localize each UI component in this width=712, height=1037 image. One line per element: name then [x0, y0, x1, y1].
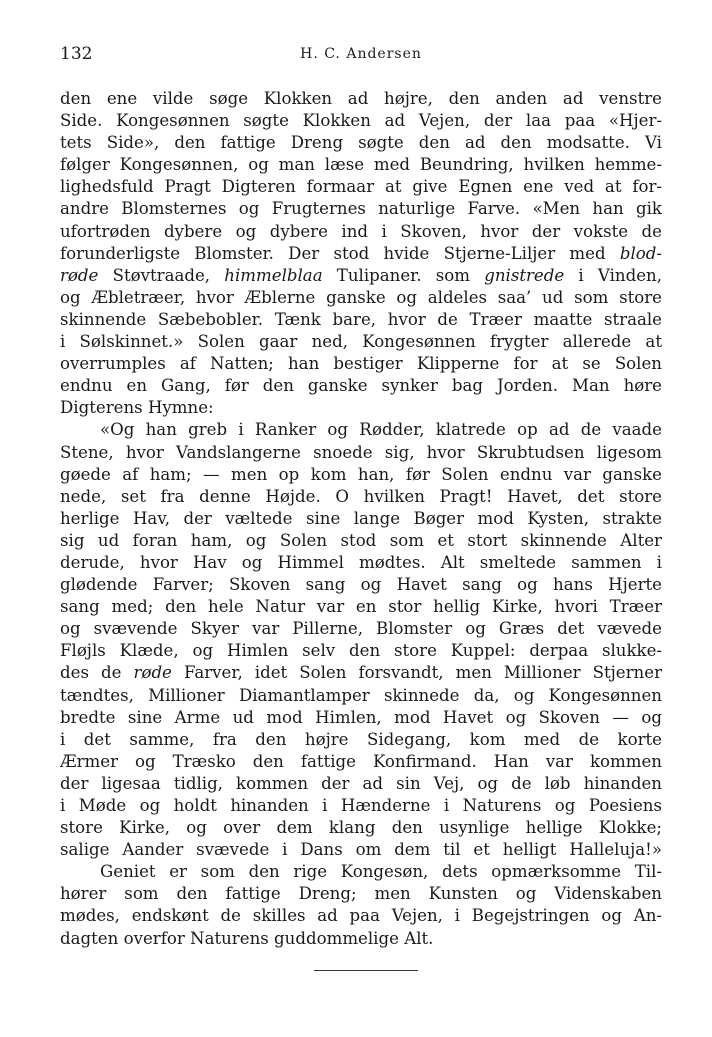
text-line: dagten overfor Naturens guddommelige Alt.: [60, 928, 434, 948]
text-line: sang med; den hele Natur var en stor hellig Kirke, hvori Træer: [60, 597, 662, 617]
text-line: tændtes, Millioner Diamantlamper skinnede da, og Kongesønnen: [60, 685, 662, 705]
text-line: den ene vilde søge Klokken ad højre, den anden ad venstre: [60, 89, 662, 108]
text-line: glødende Farver; Skoven sang og Havet sang og hans Hjerte: [60, 575, 662, 595]
text-line: nede, set fra denne Højde. O hvilken Pragt! Havet, det store: [60, 486, 662, 506]
text-line: derude, hvor Hav og Himmel mødtes. Alt smeltede sammen i: [60, 552, 662, 572]
text-line: salige Aander svævede i Dans om dem til et helligt Halleluja!»: [60, 840, 662, 860]
body-text: [60, 88, 662, 950]
text-line: Ærmer og Træsko den fattige Konfirmand. Han var kommen: [60, 751, 662, 771]
text-line: Fløjls Klæde, og Himlen selv den store Kuppel: derpaa slukke-: [60, 641, 662, 661]
text-line: gøede af ham; — men op kom han, før Solen endnu var ganske: [60, 464, 662, 484]
text-line: overrumples af Natten; han bestiger Klipperne for at se Solen: [60, 354, 662, 374]
text-line: i Møde og holdt hinanden i Hænderne i Naturens og Poesiens: [60, 796, 662, 815]
text-line: Digterens Hymne:: [60, 398, 214, 418]
text-line: røde Støvtraade, himmelblaa Tulipaner. som gnistrede i Vinden,: [60, 265, 662, 285]
text-line: i det samme, fra den højre Sidegang, kom med de korte: [60, 729, 662, 749]
text-line: følger Kongesønnen, og man læse med Beundring, hvilken hemme-: [60, 155, 662, 175]
book-page: [60, 38, 662, 950]
page-header: [60, 38, 662, 64]
text-line: og svævende Skyer var Pillerne, Blomster og Græs det vævede: [60, 619, 662, 639]
text-line: bredte sine Arme ud mod Himlen, mod Havet og Skoven — og: [60, 707, 662, 727]
text-line: Side. Kongesønnen søgte Klokken ad Vejen, der laa paa «Hjer-: [60, 111, 662, 131]
text-line: der ligesaa tidlig, kommen der ad sin Vej, og de løb hinanden: [60, 773, 662, 793]
text-line: i Sølskinnet.» Solen gaar ned, Kongesønnen frygter allerede at: [60, 332, 662, 352]
text-line: sig ud foran ham, og Solen stod som et stort skinnende Alter: [60, 530, 662, 550]
text-line: andre Blomsternes og Frugternes naturlige Farve. «Men han gik: [60, 199, 662, 219]
text-line: Geniet er som den rige Kongesøn, dets opmærksomme Til-: [100, 862, 662, 882]
text-line: endnu en Gang, før den ganske synker bag Jorden. Man høre: [60, 376, 662, 396]
page-number: 132: [60, 44, 93, 64]
text-line: lighedsfuld Pragt Digteren formaar at give Egnen ene ved at for-: [60, 177, 662, 197]
text-line: Stene, hvor Vandslangerne snoede sig, hvor Skrubtudsen ligesom: [60, 442, 662, 462]
text-line: «Og han greb i Ranker og Rødder, klatrede op ad de vaade: [100, 420, 662, 440]
text-line: tets Side», den fattige Dreng søgte den ad den modsatte. Vi: [60, 133, 662, 153]
text-line: hører som den fattige Dreng; men Kunsten og Videnskaben: [60, 884, 662, 904]
text-line: des de røde Farver, idet Solen forsvandt, men Millioner Stjerner: [60, 663, 662, 683]
text-line: ufortrøden dybere og dybere ind i Skoven, hvor der vokste de: [60, 221, 662, 241]
text-line: forunderligste Blomster. Der stod hvide Stjerne-Liljer med blod-: [60, 243, 662, 263]
text-line: skinnende Sæbebobler. Tænk bare, hvor de Træer maatte straale: [60, 309, 662, 329]
section-divider: [314, 970, 418, 971]
text-line: store Kirke, og over dem klang den usynlige hellige Klokke;: [60, 818, 662, 838]
text-line: og Æbletræer, hvor Æblerne ganske og aldeles saa’ ud som store: [60, 287, 662, 307]
running-title: H. C. Andersen: [300, 46, 422, 62]
text-line: mødes, endskønt de skilles ad paa Vejen, i Begejstringen og An-: [60, 906, 662, 926]
text-line: herlige Hav, der væltede sine lange Bøger mod Kysten, strakte: [60, 508, 662, 528]
